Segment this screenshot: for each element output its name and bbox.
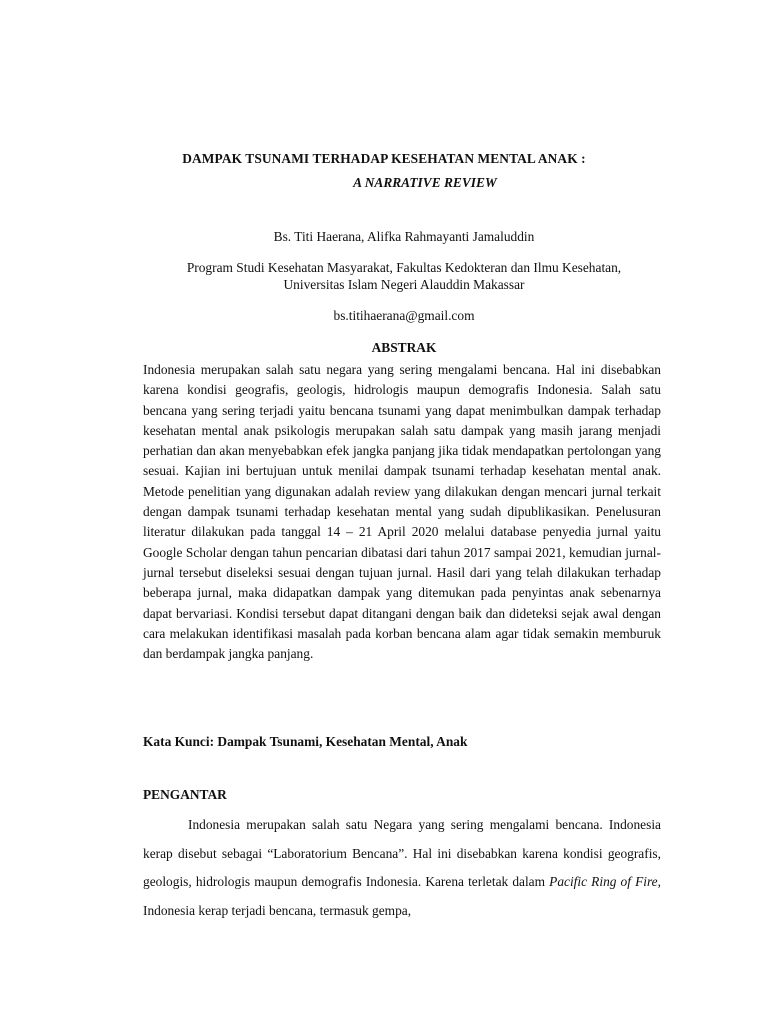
paper-title: DAMPAK TSUNAMI TERHADAP KESEHATAN MENTAL ANAK : (182, 151, 586, 166)
affiliation (0, 259, 768, 293)
author-email: bs.titihaerana@gmail.com (333, 308, 475, 323)
keywords: Kata Kunci: Dampak Tsunami, Kesehatan Mental, Anak (143, 734, 468, 749)
introduction-body (143, 811, 661, 925)
intro-italic-term: Pacific Ring of Fire (549, 874, 658, 889)
affiliation-line: Program Studi Kesehatan Masyarakat, Fakultas Kedokteran dan Ilmu Kesehatan, (186, 260, 622, 275)
intro-text: Indonesia merupakan salah satu Negara yang sering mengalami bencana. Indonesia kerap disebut sebagai “Laboratorium Bencana”. Hal ini disebabkan karena kondisi geografis, geologis, hidrologis maupun demografis Indonesia. Karena terletak dalam (143, 817, 661, 889)
affiliation-line: Universitas Islam Negeri Alauddin Makassar (283, 277, 525, 292)
intro-text: , Indonesia kerap terjadi bencana, termasuk gempa, (143, 874, 661, 918)
section-heading-introduction: PENGANTAR (143, 787, 227, 802)
author-list: Bs. Titi Haerana, Alifka Rahmayanti Jamaluddin (273, 229, 535, 244)
abstract-heading: ABSTRAK (371, 340, 437, 355)
paper-subtitle: A NARRATIVE REVIEW (353, 175, 497, 190)
abstract-body: Indonesia merupakan salah satu negara yang sering mengalami bencana. Hal ini disebabkan karena kondisi geografis, geologis, hidrologis maupun demografis Indonesia. Salah satu bencana yang sering terjadi yaitu bencana tsunami yang dapat menimbulkan dampak terhadap kesehatan mental anak psikologis merupakan salah satu dampak yang masih jarang menjadi perhatian dan akan menyebabkan efek jangka panjang jika tidak mendapatkan pertolongan yang sesuai. Kajian ini bertujuan untuk menilai dampak tsunami terhadap kesehatan mental anak. Metode penelitian yang digunakan adalah review yang dilakukan dengan mencari jurnal terkait dengan dampak tsunami terhadap kesehatan mental yang sudah dipublikasikan. Penelusuran literatur dilakukan pada tanggal 14 – 21 April 2020 melalui database penyedia jurnal yaitu Google Scholar dengan tahun pencarian dibatasi dari tahun 2017 sampai 2021, kemudian jurnal-jurnal tersebut diseleksi sesuai dengan tujuan jurnal. Hasil dari yang telah dilakukan terhadap beberapa jurnal, maka didapatkan dampak yang ditemukan pada penyintas anak sebenarnya dapat bervariasi. Kondisi tersebut dapat ditangani dengan baik dan dideteksi sejak awal dengan cara melakukan identifikasi masalah pada korban bencana alam agar tidak semakin memburuk dan berdampak jangka panjang. (143, 362, 661, 662)
